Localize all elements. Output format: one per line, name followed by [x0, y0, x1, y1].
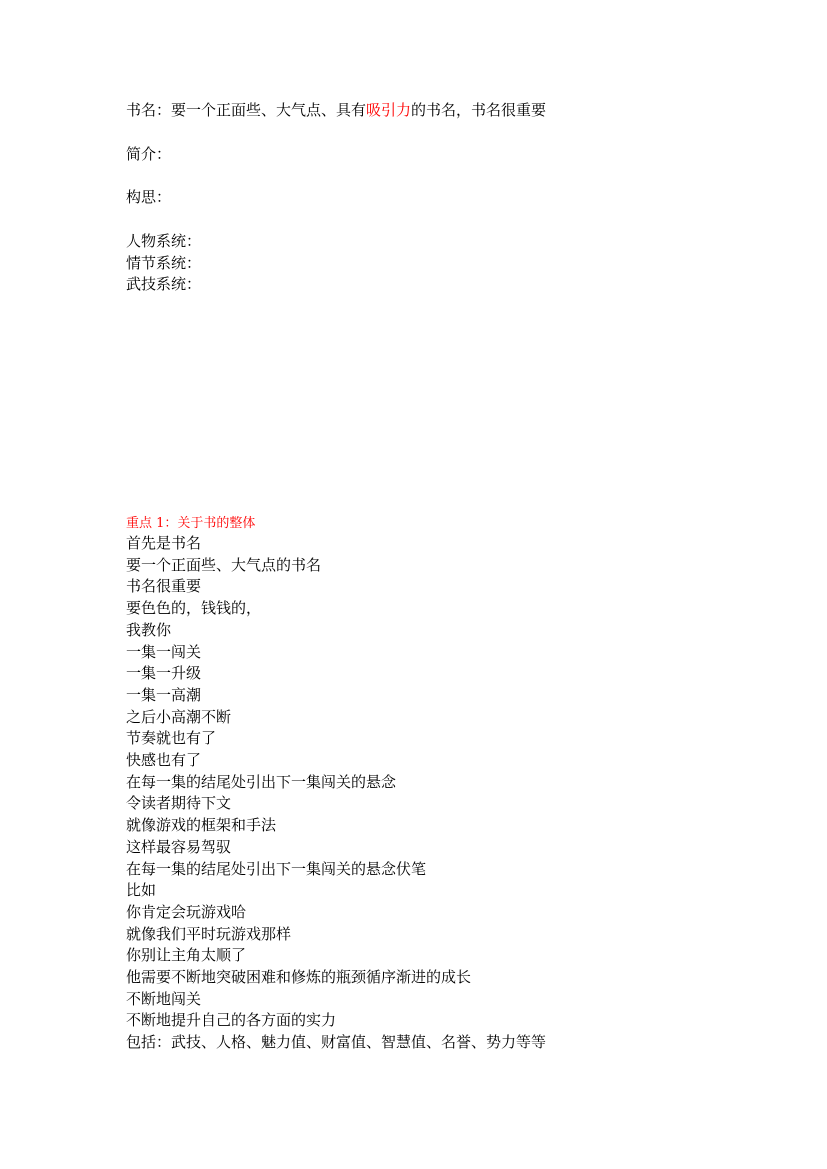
- body-line: 首先是书名: [126, 534, 202, 552]
- body-line: 我教你: [126, 620, 172, 639]
- body-line: 快感也有了: [126, 751, 202, 770]
- martial-system-label: 武技系统：: [126, 275, 202, 293]
- body-line: 你别让主角太顺了: [126, 946, 247, 965]
- section-heading: 重点 1：关于书的整体: [126, 516, 256, 531]
- body-line: 比如: [126, 881, 157, 900]
- body-line: 你肯定会玩游戏哈: [126, 902, 247, 921]
- body-line: 要一个正面些、大气点的书名: [126, 555, 322, 574]
- body-line: 令读者期待下文: [126, 794, 232, 813]
- book-title-prefix: 书名：要一个正面些、大气点、具有: [126, 101, 367, 119]
- body-line: 不断地闯关: [126, 989, 202, 1008]
- body-line: 要色色的，钱钱的，: [126, 599, 262, 618]
- body-line: 不断地提升自己的各方面的实力: [126, 1011, 337, 1030]
- plot-system-label: 情节系统：: [126, 254, 202, 272]
- concept-label: 构思：: [126, 188, 172, 206]
- body-line: 就像我们平时玩游戏那样: [126, 924, 292, 943]
- intro-label: 简介：: [126, 145, 172, 163]
- body-line: 书名很重要: [126, 577, 202, 596]
- body-line: 在每一集的结尾处引出下一集闯关的悬念伏笔: [126, 859, 427, 878]
- body-line: 这样最容易驾驭: [126, 837, 232, 856]
- body-line: 他需要不断地突破困难和修炼的瓶颈循序渐进的成长: [126, 968, 472, 987]
- body-line: 一集一闯关: [126, 642, 202, 661]
- body-line: 包括：武技、人格、魅力值、财富值、智慧值、名誉、势力等等: [126, 1033, 547, 1052]
- body-line: 就像游戏的框架和手法: [126, 816, 277, 835]
- body-line: 在每一集的结尾处引出下一集闯关的悬念: [126, 772, 397, 791]
- book-title-line: [126, 100, 546, 122]
- characters-system-label: 人物系统：: [126, 232, 202, 250]
- body-line: 一集一高潮: [126, 685, 202, 704]
- book-title-highlight: 吸引力: [366, 101, 412, 119]
- body-line: 一集一升级: [126, 664, 202, 683]
- body-line: 节奏就也有了: [126, 729, 217, 748]
- book-title-suffix: 的书名，书名很重要: [411, 101, 547, 119]
- body-line: 之后小高潮不断: [126, 707, 232, 726]
- section-body: [126, 533, 546, 1054]
